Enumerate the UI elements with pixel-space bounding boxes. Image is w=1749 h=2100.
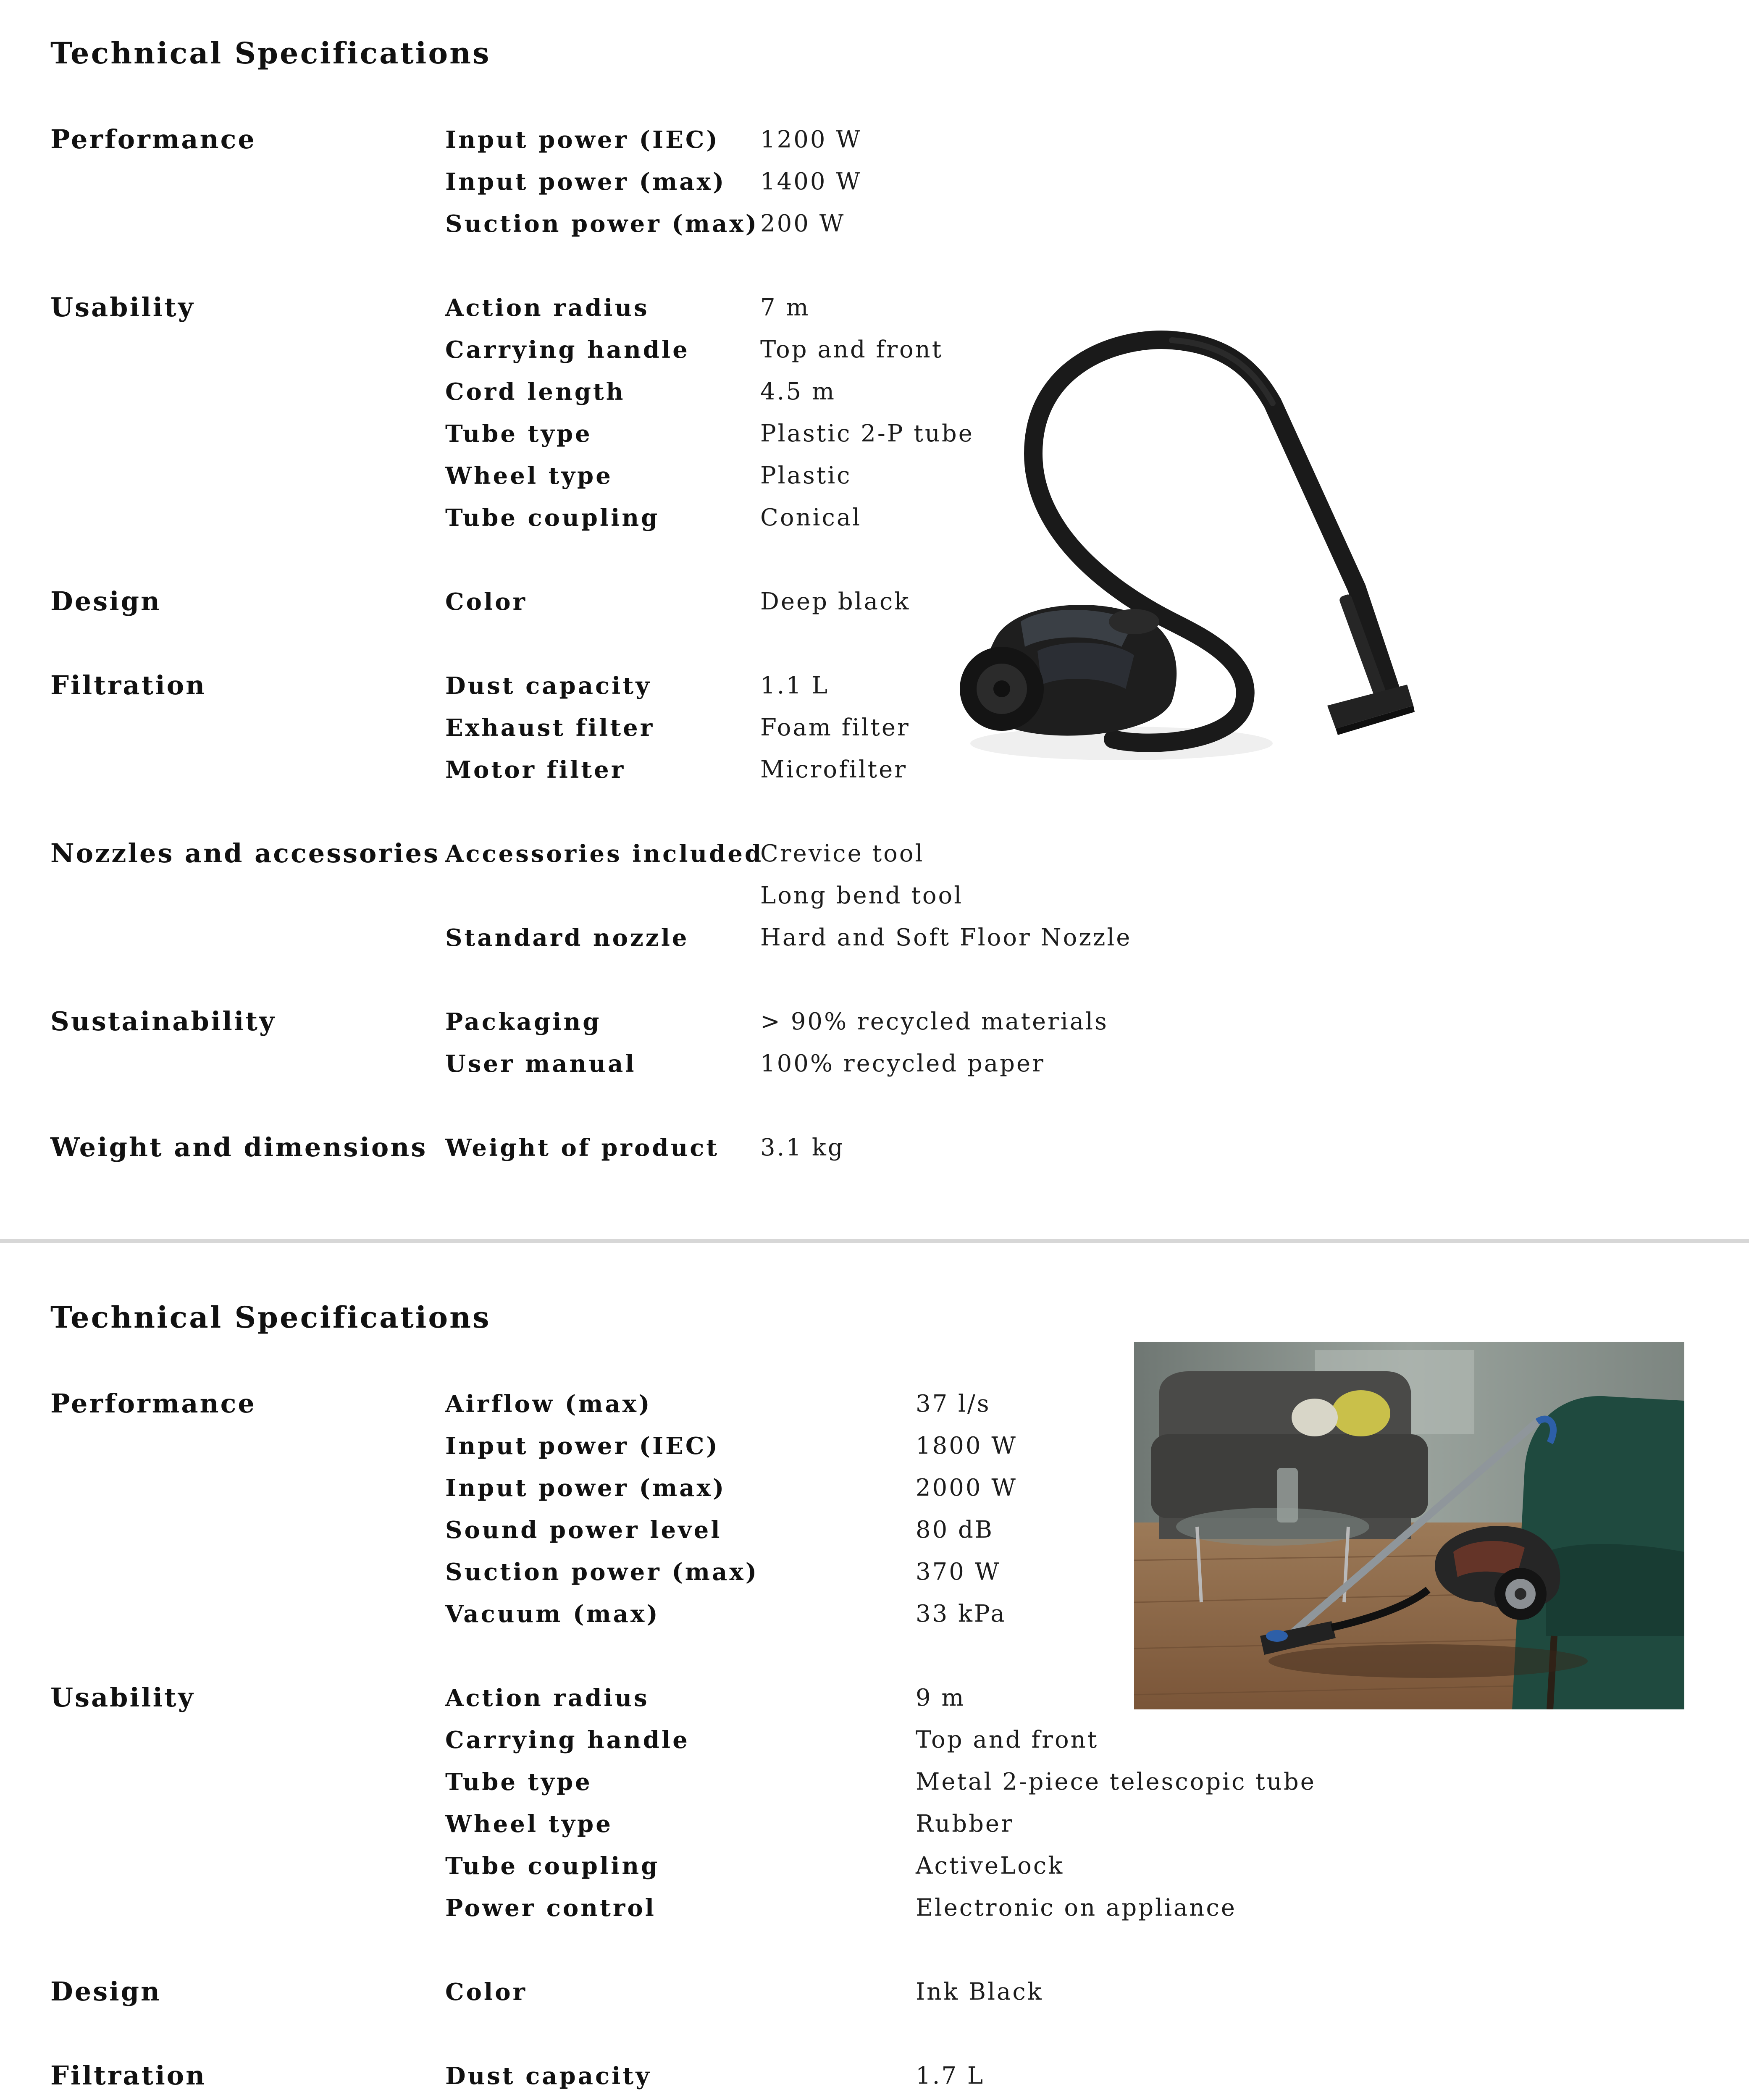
spec-label: Input power (max) <box>445 168 726 196</box>
spec-label: Wheel type <box>445 462 613 490</box>
divider <box>0 1239 1749 1243</box>
spec-label: Accessories included <box>445 840 764 868</box>
page-title: Technical Specifications <box>50 1300 491 1335</box>
spec-label: Action radius <box>445 294 649 322</box>
spec-label: Suction power (max) <box>445 1558 759 1586</box>
spec-value: Top and front <box>760 336 943 363</box>
vacuum-cleaner-lifestyle-photo <box>1134 1342 1684 1709</box>
spec-label: Suction power (max) <box>445 210 759 238</box>
category-sustainability: Sustainability <box>50 1006 276 1037</box>
spec-value: 4.5 m <box>760 378 836 405</box>
spec-value: 37 l/s <box>916 1390 991 1418</box>
spec-value: 80 dB <box>916 1516 994 1544</box>
page-title: Technical Specifications <box>50 36 491 71</box>
spec-value: Crevice tool <box>760 840 924 867</box>
spec-sheet-2 <box>0 1245 1749 2100</box>
spec-value: 1.1 L <box>760 672 830 699</box>
spec-label: Input power (IEC) <box>445 1432 720 1460</box>
spec-label: Dust capacity <box>445 2062 651 2090</box>
spec-value: Metal 2-piece telescopic tube <box>916 1768 1316 1796</box>
spec-value: 3.1 kg <box>760 1134 845 1161</box>
spec-label: Wheel type <box>445 1810 613 1838</box>
spec-value: Conical <box>760 504 862 531</box>
spec-label: Cord length <box>445 378 625 406</box>
category-filtration: Filtration <box>50 670 207 701</box>
category-usability: Usability <box>50 292 195 323</box>
spec-value: 370 W <box>916 1558 1001 1586</box>
spec-value: Foam filter <box>760 714 910 741</box>
spec-value: 1200 W <box>760 126 862 153</box>
category-usability: Usability <box>50 1682 195 1713</box>
spec-value: Electronic on appliance <box>916 1894 1237 1922</box>
category-filtration: Filtration <box>50 2060 207 2091</box>
spec-value: Rubber <box>916 1810 1014 1838</box>
spec-value: Plastic <box>760 462 852 489</box>
spec-label: Tube type <box>445 420 592 448</box>
spec-label: Sound power level <box>445 1516 722 1544</box>
spec-label: User manual <box>445 1050 636 1078</box>
spec-value: Top and front <box>916 1726 1099 1754</box>
spec-label: Packaging <box>445 1008 601 1036</box>
category-design: Design <box>50 586 162 617</box>
spec-value: 2000 W <box>916 1474 1017 1502</box>
spec-label: Airflow (max) <box>445 1390 652 1418</box>
spec-value: 200 W <box>760 210 846 237</box>
spec-value: Plastic 2-P tube <box>760 420 974 447</box>
spec-value: Hard and Soft Floor Nozzle <box>760 924 1132 951</box>
spec-value: 1400 W <box>760 168 862 195</box>
category-performance: Performance <box>50 1388 256 1419</box>
spec-label: Dust capacity <box>445 672 651 700</box>
spec-label: Vacuum (max) <box>445 1600 660 1628</box>
spec-value: > 90% recycled materials <box>760 1008 1108 1035</box>
spec-value: Microfilter <box>760 756 908 783</box>
spec-label: Tube coupling <box>445 1852 660 1880</box>
category-nozzles-and-accessories: Nozzles and accessories <box>50 838 440 869</box>
spec-value: Deep black <box>760 588 911 615</box>
spec-value: Ink Black <box>916 1978 1043 2006</box>
vacuum-cleaner-product-photo <box>937 328 1424 794</box>
spec-value: 7 m <box>760 294 810 321</box>
spec-label: Weight of product <box>445 1134 720 1162</box>
spec-label: Color <box>445 588 528 616</box>
spec-label: Color <box>445 1978 528 2006</box>
category-performance: Performance <box>50 124 256 155</box>
spec-value: ActiveLock <box>916 1852 1064 1880</box>
spec-label: Tube coupling <box>445 504 660 532</box>
spec-label: Input power (max) <box>445 1474 726 1502</box>
spec-label: Carrying handle <box>445 1726 690 1754</box>
spec-value: 9 m <box>916 1684 966 1712</box>
spec-label: Action radius <box>445 1684 649 1712</box>
spec-value: 1800 W <box>916 1432 1017 1460</box>
spec-label: Standard nozzle <box>445 924 689 952</box>
category-design: Design <box>50 1976 162 2007</box>
spec-label: Input power (IEC) <box>445 126 720 154</box>
spec-label: Exhaust filter <box>445 714 655 742</box>
spec-label: Motor filter <box>445 756 626 784</box>
spec-label: Carrying handle <box>445 336 690 364</box>
spec-value: 100% recycled paper <box>760 1050 1045 1077</box>
spec-value: Long bend tool <box>760 882 964 909</box>
spec-value: 1.7 L <box>916 2062 985 2090</box>
spec-label: Tube type <box>445 1768 592 1796</box>
category-weight-and-dimensions: Weight and dimensions <box>50 1132 428 1163</box>
spec-label: Power control <box>445 1894 656 1922</box>
spec-value: 33 kPa <box>916 1600 1006 1628</box>
